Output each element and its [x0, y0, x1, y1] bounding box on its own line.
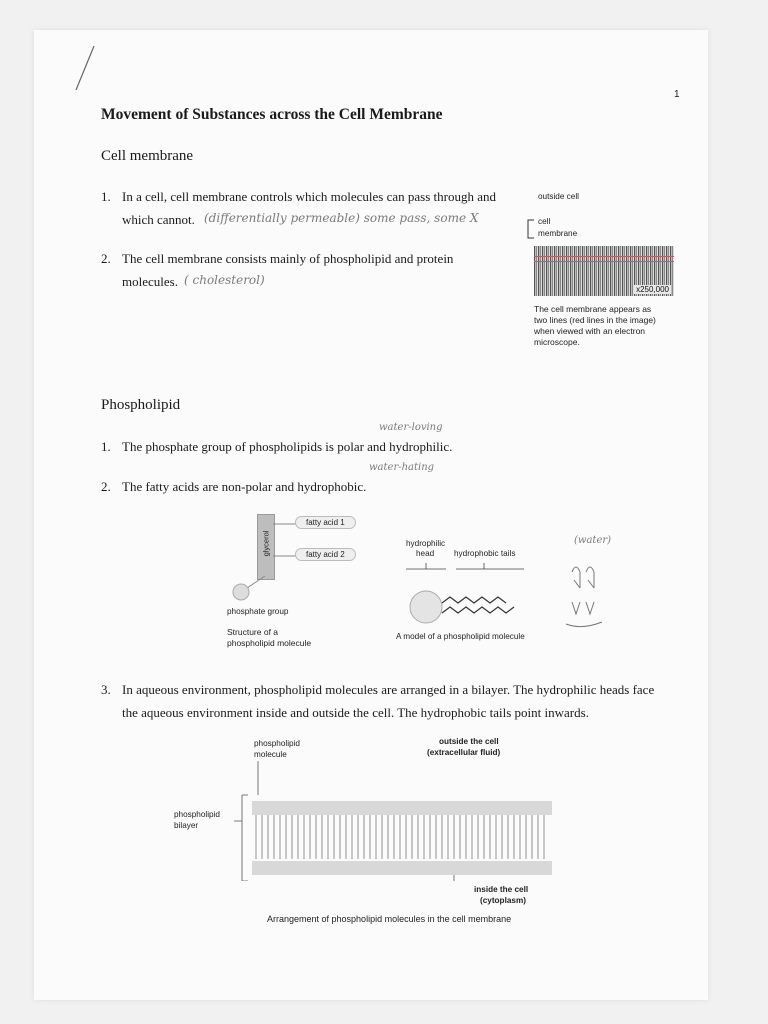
model-handwritten-note: (water) — [574, 535, 612, 546]
cm-item2-line1: The cell membrane consists mainly of phospholipid and protein — [122, 251, 454, 266]
phosphate-label: phosphate group — [227, 607, 289, 616]
structure-caption — [227, 627, 311, 649]
fatty-acid-1-pill: fatty acid 1 — [295, 516, 356, 529]
em-caption-line2: two lines (red lines in the image) — [534, 315, 656, 325]
bilayer-diagram-icon — [234, 761, 574, 881]
em-label-membrane: membrane — [538, 229, 578, 238]
model-label-head: head — [416, 549, 435, 558]
figure-phospholipid-structure — [229, 510, 399, 650]
model-label-tails: hydrophobic tails — [454, 549, 516, 558]
em-label-cell: cell — [538, 217, 551, 226]
phospholipid-model-icon — [394, 559, 564, 629]
cm-item2-number: 2. — [101, 251, 111, 266]
structure-caption-line1: Structure of a — [227, 627, 279, 637]
pl-item3-number: 3. — [101, 682, 111, 697]
fatty-acid-2-pill: fatty acid 2 — [295, 548, 356, 561]
pl-item1-handwritten-note: water-loving — [379, 422, 443, 433]
em-caption-line4: microscope. — [534, 337, 580, 347]
bilayer-label-outside-line2: (extracellular fluid) — [427, 748, 501, 757]
em-red-line-bottom — [534, 261, 674, 262]
cm-item1-handwritten-note: (differentially permeable) some pass, some X — [204, 211, 479, 225]
em-magnification: x250,000 — [636, 285, 669, 294]
em-caption-line1: The cell membrane appears as — [534, 304, 652, 314]
structure-caption-line2: phospholipid molecule — [227, 638, 312, 648]
bilayer-label-bilayer-line2: bilayer — [174, 821, 199, 830]
em-micrograph-image — [534, 246, 674, 296]
bilayer-caption: Arrangement of phospholipid molecules in the cell membrane — [267, 914, 512, 924]
em-red-line-top — [534, 256, 674, 257]
phosphate-group-icon — [229, 574, 275, 608]
bilayer-label-bilayer-line1: phospholipid — [174, 810, 220, 819]
em-label-outside: outside cell — [538, 192, 579, 201]
pl-item1-text: The phosphate group of phospholipids is polar and hydrophilic. — [122, 439, 453, 454]
section-heading-phospholipid: Phospholipid — [101, 397, 181, 413]
figure-phospholipid-bilayer — [174, 735, 594, 905]
em-caption — [534, 304, 689, 348]
pl-item2-number: 2. — [101, 479, 111, 494]
cm-item2-line2: molecules. — [122, 274, 178, 289]
em-caption-line3: when viewed with an electron — [534, 326, 646, 336]
page-title: Movement of Substances across the Cell Membrane — [101, 106, 443, 123]
cm-item1-line2: which cannot. — [122, 212, 195, 227]
model-caption: A model of a phospholipid molecule — [396, 632, 525, 641]
figure-phospholipid-model — [394, 535, 564, 645]
bilayer-label-outside-line1: outside the cell — [439, 737, 499, 746]
pl-item3-line2: the aqueous environment inside and outside the cell. The hydrophobic tails point inwards. — [122, 705, 589, 720]
section-heading-cell-membrane: Cell membrane — [101, 148, 194, 164]
pencil-mark-icon — [70, 44, 100, 94]
pl-item1-number: 1. — [101, 439, 111, 454]
glycerol-label: glycerol — [261, 530, 271, 557]
bilayer-label-molecule-line2: molecule — [254, 750, 287, 759]
bilayer-label-inside-line2: (cytoplasm) — [480, 896, 526, 905]
figure-electron-micrograph — [524, 184, 684, 354]
document-page — [34, 30, 708, 1000]
model-label-hydrophilic: hydrophilic — [406, 539, 446, 548]
cm-item2-handwritten-note: ( cholesterol) — [184, 273, 265, 287]
page-number: 1 — [674, 89, 680, 100]
pl-item2-handwritten-note: water-hating — [369, 462, 435, 473]
pl-item2-text: The fatty acids are non-polar and hydrophobic. — [122, 479, 367, 494]
cm-item1-line1: In a cell, cell membrane controls which molecules can pass through and — [122, 189, 496, 204]
bilayer-label-inside-line1: inside the cell — [474, 885, 529, 894]
cm-item1-number: 1. — [101, 189, 111, 204]
handwritten-doodle-icon — [562, 560, 642, 640]
pl-item3-line1: In aqueous environment, phospholipid molecules are arranged in a bilayer. The hydrophilic heads face — [122, 682, 655, 697]
bilayer-label-molecule-line1: phospholipid — [254, 739, 300, 748]
